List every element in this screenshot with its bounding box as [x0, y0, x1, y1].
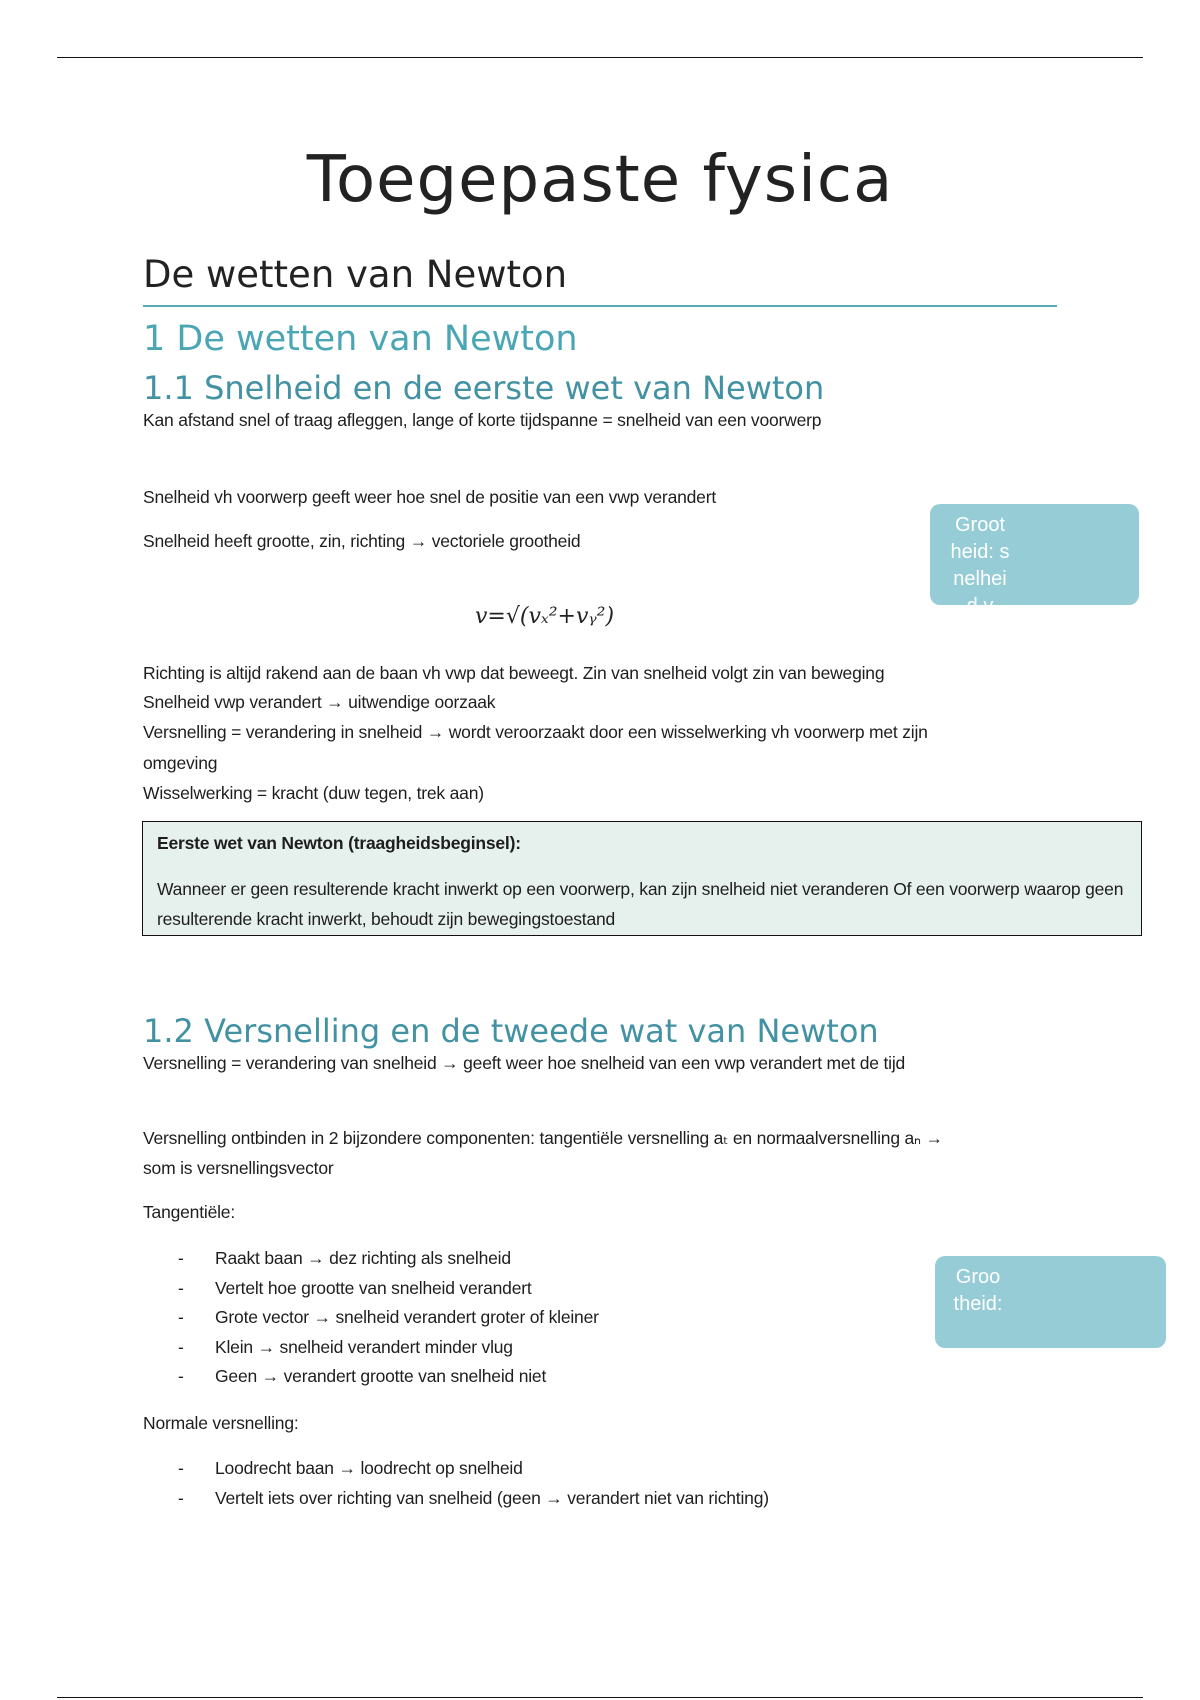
- list-item: Loodrecht baan → loodrecht op snelheid: [215, 1458, 523, 1478]
- section-1-2-heading: 1.2 Versnelling en de tweede wat van Newton: [143, 1012, 879, 1050]
- document-title: Toegepaste fysica: [306, 143, 894, 217]
- subtitle-underline: [143, 305, 1057, 307]
- first-law-title: Eerste wet van Newton (traagheidsbeginsel):: [157, 833, 521, 853]
- text-line: omgeving: [143, 753, 218, 773]
- footer-rule: [57, 1697, 1143, 1698]
- document-subtitle: De wetten van Newton: [143, 253, 568, 296]
- list-bullet: -: [178, 1278, 184, 1298]
- paragraph: Snelheid heeft grootte, zin, richting → vectoriele grootheid: [143, 531, 581, 551]
- list-bullet: -: [178, 1366, 184, 1386]
- list-bullet: -: [178, 1307, 184, 1327]
- paragraph: Snelheid vh voorwerp geeft weer hoe snel de positie van een vwp verandert: [143, 487, 716, 507]
- header-rule: [57, 57, 1143, 58]
- list-item: Klein → snelheid verandert minder vlug: [215, 1337, 513, 1357]
- paragraph: Kan afstand snel of traag afleggen, lange of korte tijdspanne = snelheid van een voorwerp: [143, 410, 822, 430]
- comment-callout-1[interactable]: [930, 504, 1139, 617]
- normal-label: Normale versnelling:: [143, 1413, 299, 1433]
- list-item: Geen → verandert grootte van snelheid niet: [215, 1366, 547, 1386]
- paragraph: Versnelling = verandering van snelheid → geeft weer hoe snelheid van een vwp verandert met de tijd: [143, 1053, 906, 1073]
- tangential-label: Tangentiële:: [143, 1202, 235, 1222]
- first-law-body: Wanneer er geen resulterende kracht inwerkt op een voorwerp, kan zijn snelheid niet veranderen Of een voorwerp waarop geen resulterende kracht inwerkt, behoudt zijn bewegingstoestand: [157, 879, 1124, 929]
- text-line: Snelheid vwp verandert → uitwendige oorzaak: [143, 692, 496, 712]
- section-1-1-heading: 1.1 Snelheid en de eerste wet van Newton: [143, 369, 825, 407]
- text-line: Richting is altijd rakend aan de baan vh vwp dat beweegt. Zin van snelheid volgt zin van beweging: [143, 663, 885, 683]
- chapter-heading: 1 De wetten van Newton: [143, 319, 578, 359]
- paragraph: som is versnellingsvector: [143, 1158, 334, 1178]
- list-bullet: -: [178, 1488, 184, 1508]
- text-line: Versnelling = verandering in snelheid → wordt veroorzaakt door een wisselwerking vh voorwerp met zijn: [143, 722, 928, 742]
- list-item: Grote vector → snelheid verandert groter of kleiner: [215, 1307, 599, 1327]
- velocity-formula: v=√(vₓ²+vᵧ²): [475, 604, 615, 629]
- list-bullet: -: [178, 1248, 184, 1268]
- comment-callout-2[interactable]: [935, 1256, 1166, 1348]
- callout-text: Grootheid: snelheid v: [950, 514, 1010, 617]
- callout-text: Grootheid:: [953, 1266, 1003, 1315]
- list-bullet: -: [178, 1337, 184, 1357]
- list-item: Raakt baan → dez richting als snelheid: [215, 1248, 511, 1268]
- paragraph: Versnelling ontbinden in 2 bijzondere componenten: tangentiële versnelling aₜ en normaalversnelling aₙ →: [143, 1128, 943, 1148]
- list-bullet: -: [178, 1458, 184, 1478]
- text-line: Wisselwerking = kracht (duw tegen, trek aan): [143, 783, 484, 803]
- list-item: Vertelt hoe grootte van snelheid verandert: [215, 1278, 532, 1298]
- first-law-box: [142, 821, 1142, 936]
- list-item: Vertelt iets over richting van snelheid (geen → verandert niet van richting): [215, 1488, 769, 1508]
